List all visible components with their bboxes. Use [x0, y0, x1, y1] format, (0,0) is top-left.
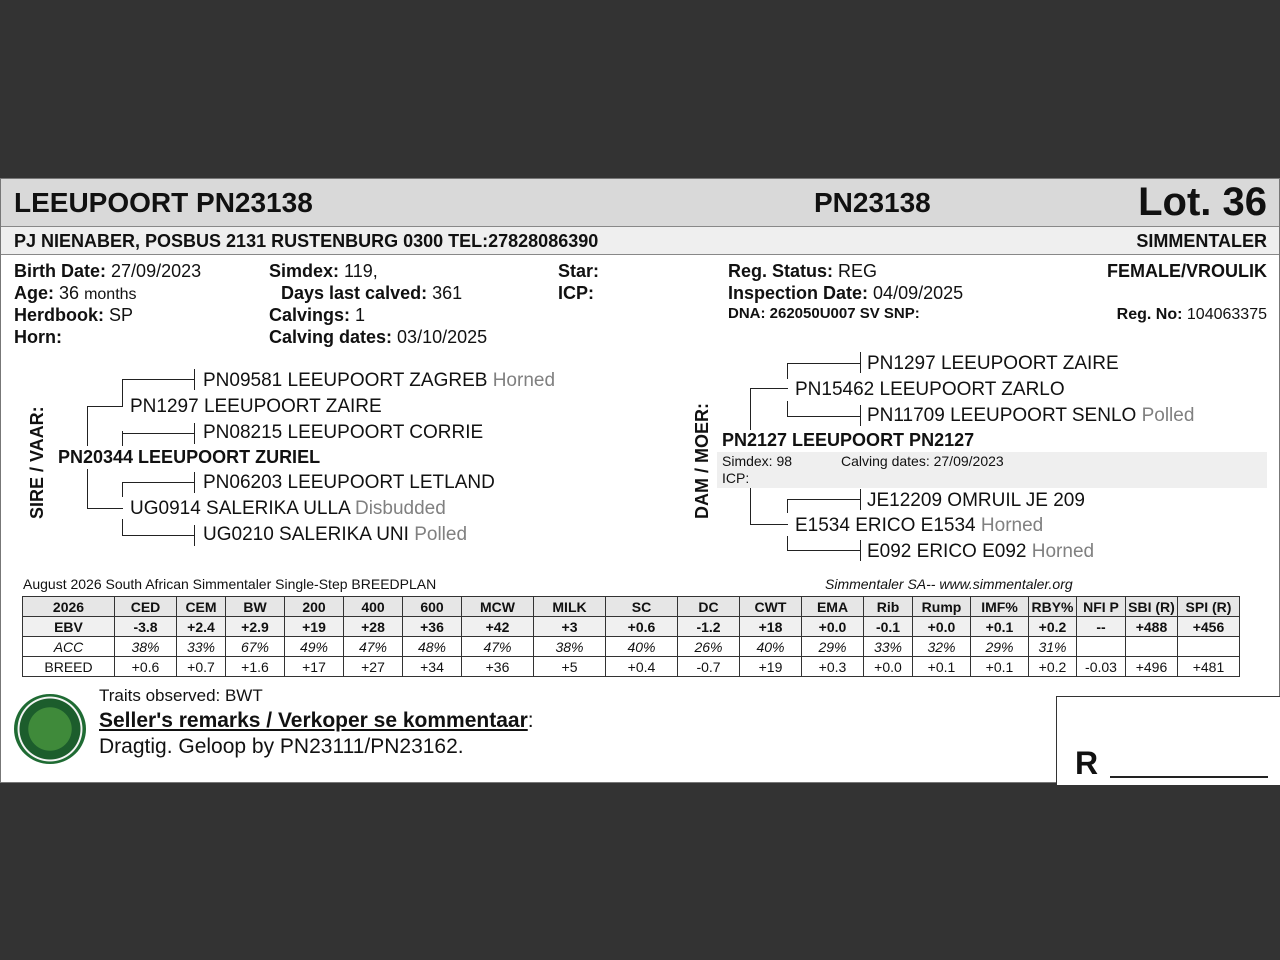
ebv-cell [1077, 637, 1126, 657]
ebv-cell: +488 [1126, 617, 1178, 637]
ebv-cell: 40% [606, 637, 678, 657]
ebv-cell: CWT [740, 597, 802, 617]
tree-line [87, 469, 88, 509]
dam-dam-dam: E092 ERICO E092 Horned [867, 541, 1095, 562]
breedplan-ebv-row [23, 617, 1240, 637]
price-r-label: R [1075, 745, 1099, 781]
tree-line [194, 369, 195, 390]
ebv-cell: +3 [534, 617, 606, 637]
tree-line [860, 489, 861, 510]
ebv-cell: +36 [403, 617, 462, 637]
ebv-cell: +0.6 [606, 617, 678, 637]
ebv-cell: SC [606, 597, 678, 617]
ebv-cell: +0.3 [802, 657, 864, 677]
ebv-cell: +0.0 [864, 657, 913, 677]
horn: Horn: [14, 327, 62, 347]
tree-line [122, 482, 195, 483]
dam-sire: PN15462 LEEUPOORT ZARLO [795, 379, 1065, 400]
ebv-cell: SPI (R) [1178, 597, 1240, 617]
tree-line [194, 472, 195, 493]
breed-name: SIMMENTALER [1136, 231, 1267, 251]
calving-dates: Calving dates: 03/10/2025 [269, 327, 488, 347]
row-label-cell: BREED [23, 657, 115, 677]
ebv-cell: Rib [864, 597, 913, 617]
ebv-cell: 29% [802, 637, 864, 657]
tree-line [787, 401, 788, 417]
ebv-cell: +0.1 [971, 657, 1029, 677]
breedplan-table [22, 596, 1240, 677]
sire-dam-sire: PN06203 LEEUPOORT LETLAND [203, 472, 495, 493]
ebv-cell: +481 [1178, 657, 1240, 677]
ebv-cell: 29% [971, 637, 1029, 657]
sire-sire-sire: PN09581 LEEUPOORT ZAGREB Horned [203, 370, 556, 391]
animal-card [0, 178, 1280, 783]
ebv-cell: 33% [177, 637, 226, 657]
ebv-cell: +42 [462, 617, 534, 637]
tree-line [87, 406, 88, 446]
ebv-cell: 600 [403, 597, 462, 617]
tree-line [860, 540, 861, 561]
dam-side-label: DAM / MOER: [692, 403, 712, 519]
ebv-cell: +19 [740, 657, 802, 677]
days-last-calved: Days last calved: 361 [281, 283, 463, 303]
traits-observed: Traits observed: BWT [99, 686, 263, 705]
ebv-cell: +2.9 [226, 617, 285, 637]
sire-dam-dam: UG0210 SALERIKA UNI Polled [203, 524, 468, 545]
ebv-cell: -0.03 [1077, 657, 1126, 677]
tree-line [787, 363, 861, 364]
ebv-cell: 31% [1029, 637, 1077, 657]
lot-number: Lot. 36 [1138, 180, 1267, 224]
ebv-cell: IMF% [971, 597, 1029, 617]
tree-line [750, 388, 751, 430]
dam-icp: ICP: [722, 470, 750, 486]
tree-line [787, 550, 861, 551]
breedplan-title: August 2026 South African Simmentaler Single-Step BREEDPLAN [23, 576, 437, 592]
dam-sire-sire: PN1297 LEEUPOORT ZAIRE [867, 353, 1119, 374]
ebv-cell: +19 [285, 617, 344, 637]
inspection-date: Inspection Date: 04/09/2025 [728, 283, 964, 303]
ebv-cell: NFI P [1077, 597, 1126, 617]
ebv-cell: 49% [285, 637, 344, 657]
ebv-cell: -1.2 [678, 617, 740, 637]
ebv-cell: +0.6 [115, 657, 177, 677]
ebv-cell: +1.6 [226, 657, 285, 677]
ebv-cell: -0.7 [678, 657, 740, 677]
ebv-cell: MCW [462, 597, 534, 617]
ebv-cell: CEM [177, 597, 226, 617]
ebv-cell: +0.0 [913, 617, 971, 637]
ebv-cell [1126, 637, 1178, 657]
ebv-cell: +0.1 [971, 617, 1029, 637]
ebv-cell: -3.8 [115, 617, 177, 637]
ebv-cell: 400 [344, 597, 403, 617]
ebv-cell: +18 [740, 617, 802, 637]
row-label-cell: 2026 [23, 597, 115, 617]
ebv-cell: +0.4 [606, 657, 678, 677]
age: Age: 36 months [14, 283, 137, 303]
herdbook: Herdbook: SP [14, 305, 134, 325]
ebv-cell: DC [678, 597, 740, 617]
ebv-cell: +0.0 [802, 617, 864, 637]
ebv-cell [1178, 637, 1240, 657]
tree-line [750, 488, 751, 525]
ebv-cell: RBY% [1029, 597, 1077, 617]
animal-id: PN23138 [814, 187, 931, 218]
dam-dam-sire: JE12209 OMRUIL JE 209 [867, 490, 1085, 511]
ebv-cell: +5 [534, 657, 606, 677]
tree-line [860, 352, 861, 373]
row-label-cell: EBV [23, 617, 115, 637]
ebv-cell: 38% [115, 637, 177, 657]
sire-sire-dam: PN08215 LEEUPOORT CORRIE [203, 422, 484, 443]
dam-dam: E1534 ERICO E1534 Horned [795, 515, 1044, 536]
remarks-heading: Seller's remarks / Verkoper se kommentaar: [99, 709, 534, 732]
ebv-cell: 38% [534, 637, 606, 657]
price-blank-line [1110, 776, 1268, 778]
tree-line [122, 482, 123, 497]
ebv-cell: +17 [285, 657, 344, 677]
owner-address: PJ NIENABER, POSBUS 2131 RUSTENBURG 0300 TEL:27828086390 [14, 231, 599, 251]
tree-line [860, 405, 861, 426]
ebv-cell: 40% [740, 637, 802, 657]
breedplan-header-row [23, 597, 1240, 617]
ebv-cell: +0.7 [177, 657, 226, 677]
simdex: Simdex: 119, [269, 261, 378, 281]
ebv-cell: EMA [802, 597, 864, 617]
sire-sire: PN1297 LEEUPOORT ZAIRE [130, 396, 382, 417]
sire-side-label: SIRE / VAAR: [27, 406, 47, 519]
ebv-cell: +0.2 [1029, 617, 1077, 637]
ebv-cell: Rump [913, 597, 971, 617]
tree-line [787, 499, 788, 513]
tree-line [787, 416, 861, 417]
ebv-cell: 47% [462, 637, 534, 657]
tree-line [750, 524, 788, 525]
ebv-cell: +34 [403, 657, 462, 677]
breedplan-source: Simmentaler SA-- www.simmentaler.org [825, 576, 1073, 592]
ebv-cell: MILK [534, 597, 606, 617]
birth-date: Birth Date: 27/09/2023 [14, 261, 202, 281]
tree-line [787, 499, 861, 500]
calvings: Calvings: 1 [269, 305, 366, 325]
ebv-cell: +0.2 [1029, 657, 1077, 677]
animal-name: LEEUPOORT PN23138 [14, 187, 313, 218]
dam-sire-dam: PN11709 LEEUPOORT SENLO Polled [867, 405, 1195, 426]
ebv-cell: +27 [344, 657, 403, 677]
star-label: Star: [558, 261, 600, 281]
ebv-cell: 33% [864, 637, 913, 657]
ebv-cell: -- [1077, 617, 1126, 637]
ebv-cell: 67% [226, 637, 285, 657]
icp-label: ICP: [558, 283, 594, 303]
ebv-cell: +2.4 [177, 617, 226, 637]
ebv-cell: 26% [678, 637, 740, 657]
simmentaler-logo [14, 694, 86, 764]
remarks-text: Dragtig. Geloop by PN23111/PN23162. [99, 735, 464, 758]
tree-line [122, 433, 195, 434]
tree-line [787, 536, 788, 551]
ebv-cell: -0.1 [864, 617, 913, 637]
sex: FEMALE/VROULIK [1107, 261, 1267, 281]
ebv-cell: CED [115, 597, 177, 617]
reg-status: Reg. Status: REG [728, 261, 878, 281]
tree-line [122, 519, 123, 536]
dna-info: DNA: 262050U007 SV SNP: [728, 305, 920, 322]
tree-line [87, 508, 123, 509]
ebv-cell: 200 [285, 597, 344, 617]
tree-line [750, 388, 788, 389]
ebv-cell: 47% [344, 637, 403, 657]
sire-dam: UG0914 SALERIKA ULLA Disbudded [130, 498, 446, 519]
sire-name: PN20344 LEEUPOORT ZURIEL [58, 447, 321, 467]
ebv-cell: 32% [913, 637, 971, 657]
tree-line [122, 379, 123, 407]
dam-simdex: Simdex: 98 [722, 453, 793, 469]
tree-line [194, 423, 195, 444]
ebv-cell: +456 [1178, 617, 1240, 637]
breedplan-acc-row [23, 637, 1240, 657]
tree-line [122, 535, 195, 536]
ebv-cell: BW [226, 597, 285, 617]
breedplan-breed-row [23, 657, 1240, 677]
dam-calving-dates: Calving dates: 27/09/2023 [841, 453, 1004, 469]
ebv-cell: +496 [1126, 657, 1178, 677]
tree-line [87, 406, 123, 407]
tree-line [194, 525, 195, 546]
row-label-cell: ACC [23, 637, 115, 657]
ebv-cell: 48% [403, 637, 462, 657]
ebv-cell: +36 [462, 657, 534, 677]
reg-no: Reg. No: 104063375 [1116, 306, 1267, 323]
ebv-cell: SBI (R) [1126, 597, 1178, 617]
ebv-cell: +0.1 [913, 657, 971, 677]
ebv-cell: +28 [344, 617, 403, 637]
dam-name: PN2127 LEEUPOORT PN2127 [722, 430, 975, 450]
tree-line [787, 363, 788, 379]
tree-line [122, 379, 195, 380]
